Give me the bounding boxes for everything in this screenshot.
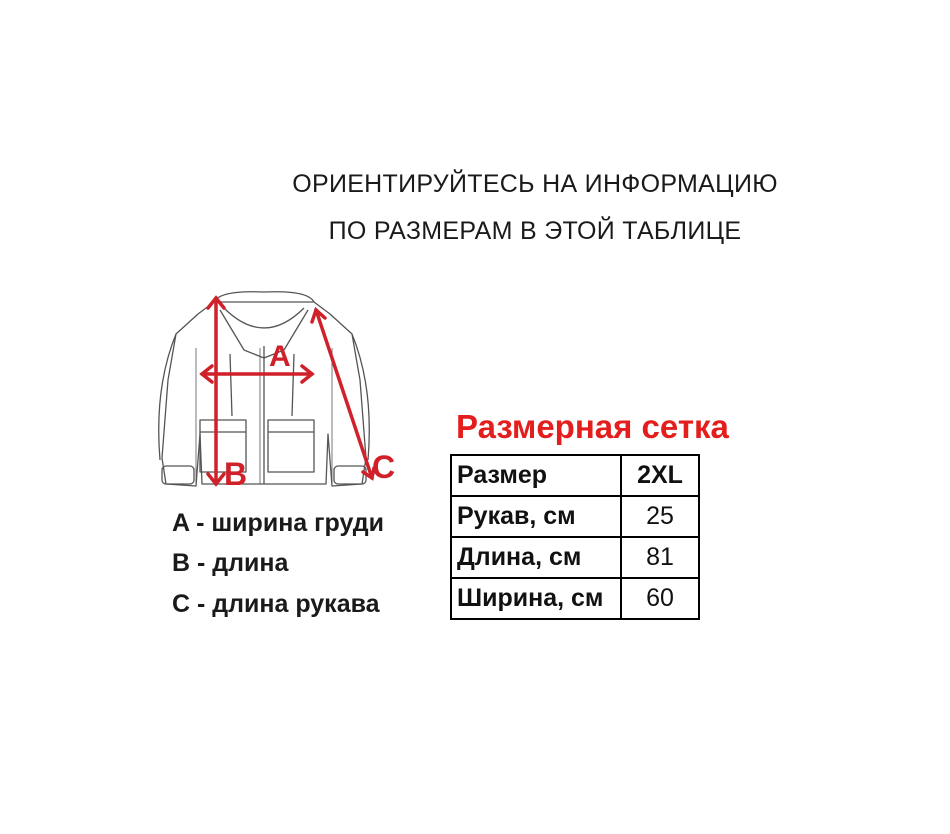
size-chart-title: Размерная сетка (456, 408, 729, 445)
row-value: 25 (621, 496, 699, 537)
table-row (451, 496, 699, 537)
table-row (451, 455, 699, 496)
heading-line-1: ОРИЕНТИРУЙТЕСЬ НА ИНФОРМАЦИЮ (292, 170, 778, 198)
row-value: 60 (621, 578, 699, 619)
row-label: Рукав, см (451, 496, 621, 537)
row-value: 2XL (621, 455, 699, 496)
table-row (451, 537, 699, 578)
row-label: Ширина, см (451, 578, 621, 619)
size-table (450, 454, 700, 620)
heading-line-2: ПО РАЗМЕРАМ В ЭТОЙ ТАБЛИЦЕ (328, 217, 742, 245)
row-label: Длина, см (451, 537, 621, 578)
marker-label-a: A (269, 340, 291, 373)
row-label: Размер (451, 455, 621, 496)
jacket-measurement-diagram (150, 288, 420, 503)
marker-label-b: B (224, 456, 248, 492)
legend-item-c: C - длина рукава (172, 590, 380, 618)
row-value: 81 (621, 537, 699, 578)
legend-item-b: B - длина (172, 549, 289, 577)
table-row (451, 578, 699, 619)
marker-label-c: C (372, 449, 396, 485)
legend-item-a: A - ширина груди (172, 509, 385, 537)
jacket-outline (159, 292, 370, 486)
